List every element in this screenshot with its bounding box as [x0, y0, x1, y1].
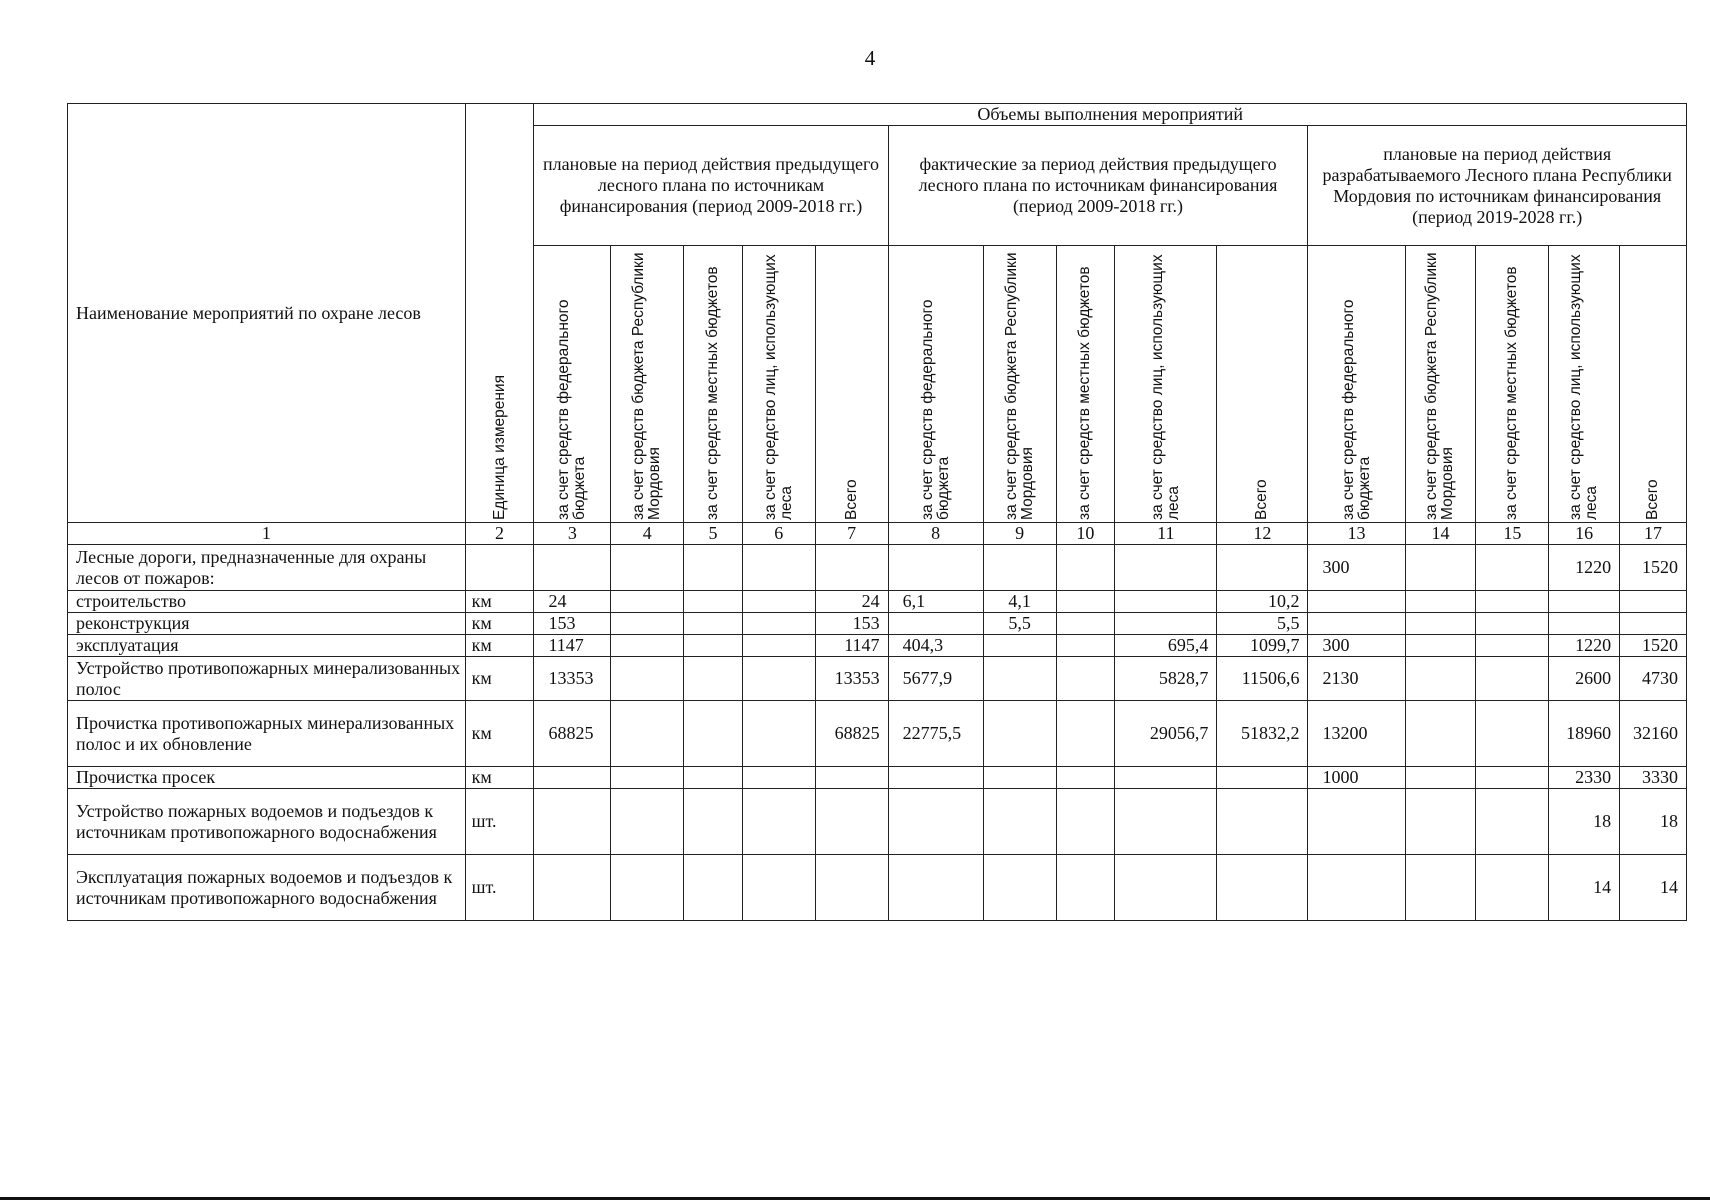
row-value-col-9 [983, 767, 1056, 789]
row-value-col-14 [1405, 635, 1476, 657]
row-activity-name: Устройство пожарных водоемов и подъездов к источникам противопожарного водоснабжения [68, 789, 466, 855]
column-number: 1 [68, 523, 466, 545]
row-value-col-13: 2130 [1308, 657, 1405, 701]
row-value-col-5 [684, 635, 743, 657]
row-value-col-7: 153 [815, 613, 888, 635]
row-value-col-7: 13353 [815, 657, 888, 701]
row-value-col-5 [684, 855, 743, 921]
row-value-col-4 [611, 657, 684, 701]
row-value-col-16: 14 [1549, 855, 1620, 921]
subheader-federal: за счет средств федерального бюджета [534, 246, 611, 523]
row-unit: км [465, 657, 534, 701]
row-unit: км [465, 701, 534, 767]
row-value-col-9: 5,5 [983, 613, 1056, 635]
subheader-republic: за счет средств бюджета Республики Мордовия [611, 246, 684, 523]
row-value-col-10 [1056, 591, 1115, 613]
row-value-col-11 [1115, 855, 1217, 921]
row-value-col-7 [815, 545, 888, 591]
row-value-col-16: 1220 [1549, 545, 1620, 591]
row-value-col-17 [1620, 591, 1687, 613]
column-number: 10 [1056, 523, 1115, 545]
row-value-col-17: 32160 [1620, 701, 1687, 767]
row-value-col-7 [815, 767, 888, 789]
column-number: 5 [684, 523, 743, 545]
row-value-col-6 [742, 613, 815, 635]
row-value-col-13: 300 [1308, 635, 1405, 657]
row-value-col-8: 404,3 [888, 635, 983, 657]
row-value-col-4 [611, 635, 684, 657]
header-group-actual-prev: фактические за период действия предыдущего лесного плана по источникам финансирования (период 2009-2018 гг.) [888, 126, 1308, 246]
row-value-col-4 [611, 855, 684, 921]
row-value-col-3: 68825 [534, 701, 611, 767]
row-value-col-10 [1056, 701, 1115, 767]
row-value-col-9 [983, 701, 1056, 767]
column-number: 8 [888, 523, 983, 545]
row-value-col-16: 18960 [1549, 701, 1620, 767]
row-value-col-10 [1056, 767, 1115, 789]
row-value-col-14 [1405, 767, 1476, 789]
column-number: 14 [1405, 523, 1476, 545]
subheader-local: за счет средств местных бюджетов [1056, 246, 1115, 523]
subheader-local: за счет средств местных бюджетов [684, 246, 743, 523]
header-volumes: Объемы выполнения мероприятий [534, 104, 1687, 126]
column-number: 2 [465, 523, 534, 545]
row-value-col-12: 51832,2 [1217, 701, 1308, 767]
row-value-col-8: 6,1 [888, 591, 983, 613]
row-value-col-14 [1405, 545, 1476, 591]
row-value-col-17: 14 [1620, 855, 1687, 921]
row-value-col-9 [983, 789, 1056, 855]
row-value-col-12: 1099,7 [1217, 635, 1308, 657]
header-name: Наименование мероприятий по охране лесов [68, 104, 466, 523]
row-value-col-17: 3330 [1620, 767, 1687, 789]
row-value-col-4 [611, 545, 684, 591]
row-value-col-12 [1217, 545, 1308, 591]
row-value-col-4 [611, 789, 684, 855]
subheader-federal: за счет средств федерального бюджета [1308, 246, 1405, 523]
row-value-col-11: 695,4 [1115, 635, 1217, 657]
row-value-col-8: 5677,9 [888, 657, 983, 701]
column-numbers-row [68, 523, 1687, 545]
row-value-col-10 [1056, 545, 1115, 591]
row-value-col-17: 1520 [1620, 635, 1687, 657]
row-value-col-15 [1476, 545, 1549, 591]
row-value-col-11 [1115, 789, 1217, 855]
row-value-col-11 [1115, 591, 1217, 613]
row-value-col-15 [1476, 613, 1549, 635]
row-value-col-5 [684, 789, 743, 855]
column-number: 13 [1308, 523, 1405, 545]
row-value-col-13 [1308, 789, 1405, 855]
row-value-col-8 [888, 855, 983, 921]
row-value-col-12 [1217, 789, 1308, 855]
row-value-col-8 [888, 545, 983, 591]
row-value-col-10 [1056, 855, 1115, 921]
row-value-col-3 [534, 789, 611, 855]
row-value-col-7: 24 [815, 591, 888, 613]
row-value-col-6 [742, 591, 815, 613]
column-number: 9 [983, 523, 1056, 545]
row-value-col-12 [1217, 855, 1308, 921]
row-value-col-14 [1405, 855, 1476, 921]
subheader-total: Всего [815, 246, 888, 523]
row-value-col-9: 4,1 [983, 591, 1056, 613]
row-value-col-9 [983, 545, 1056, 591]
row-value-col-16: 2600 [1549, 657, 1620, 701]
table-row [68, 855, 1687, 921]
row-value-col-14 [1405, 657, 1476, 701]
row-value-col-3 [534, 855, 611, 921]
row-value-col-4 [611, 591, 684, 613]
row-value-col-6 [742, 767, 815, 789]
table-row [68, 789, 1687, 855]
row-value-col-15 [1476, 855, 1549, 921]
row-value-col-15 [1476, 701, 1549, 767]
column-number: 6 [742, 523, 815, 545]
row-value-col-5 [684, 613, 743, 635]
row-value-col-4 [611, 767, 684, 789]
row-value-col-3: 13353 [534, 657, 611, 701]
row-value-col-13: 300 [1308, 545, 1405, 591]
row-activity-name: Прочистка просек [68, 767, 466, 789]
table-row [68, 701, 1687, 767]
row-value-col-5 [684, 657, 743, 701]
row-value-col-13 [1308, 855, 1405, 921]
row-value-col-16 [1549, 613, 1620, 635]
row-value-col-5 [684, 591, 743, 613]
row-value-col-3: 1147 [534, 635, 611, 657]
column-number: 17 [1620, 523, 1687, 545]
row-value-col-5 [684, 767, 743, 789]
row-value-col-9 [983, 855, 1056, 921]
row-value-col-17: 4730 [1620, 657, 1687, 701]
row-value-col-10 [1056, 657, 1115, 701]
row-value-col-11 [1115, 613, 1217, 635]
row-value-col-5 [684, 545, 743, 591]
table-row [68, 657, 1687, 701]
row-unit [465, 545, 534, 591]
row-value-col-12: 10,2 [1217, 591, 1308, 613]
row-value-col-14 [1405, 591, 1476, 613]
row-value-col-7: 1147 [815, 635, 888, 657]
table-row [68, 591, 1687, 613]
row-value-col-12: 5,5 [1217, 613, 1308, 635]
row-value-col-10 [1056, 613, 1115, 635]
page-number: 4 [864, 46, 876, 70]
row-value-col-8: 22775,5 [888, 701, 983, 767]
row-value-col-3 [534, 545, 611, 591]
row-value-col-15 [1476, 789, 1549, 855]
row-value-col-8 [888, 767, 983, 789]
row-value-col-12 [1217, 767, 1308, 789]
row-unit: шт. [465, 789, 534, 855]
row-unit: км [465, 767, 534, 789]
row-value-col-11 [1115, 767, 1217, 789]
subheader-republic: за счет средств бюджета Республики Мордовия [983, 246, 1056, 523]
row-value-col-6 [742, 545, 815, 591]
row-value-col-11: 29056,7 [1115, 701, 1217, 767]
subheader-total: Всего [1217, 246, 1308, 523]
row-value-col-9 [983, 635, 1056, 657]
row-value-col-9 [983, 657, 1056, 701]
row-value-col-4 [611, 701, 684, 767]
row-value-col-8 [888, 789, 983, 855]
subheader-persons: за счет средство лиц, использующих леса [1549, 246, 1620, 523]
row-unit: км [465, 635, 534, 657]
row-value-col-14 [1405, 613, 1476, 635]
row-value-col-16: 1220 [1549, 635, 1620, 657]
row-value-col-17: 1520 [1620, 545, 1687, 591]
subheader-persons: за счет средство лиц, использующих леса [1115, 246, 1217, 523]
table-row [68, 767, 1687, 789]
column-number: 11 [1115, 523, 1217, 545]
row-unit: км [465, 613, 534, 635]
row-value-col-11: 5828,7 [1115, 657, 1217, 701]
row-activity-name: Устройство противопожарных минерализованных полос [68, 657, 466, 701]
column-number: 7 [815, 523, 888, 545]
subheader-republic: за счет средств бюджета Республики Мордовия [1405, 246, 1476, 523]
table-row [68, 613, 1687, 635]
row-value-col-3: 153 [534, 613, 611, 635]
column-number: 3 [534, 523, 611, 545]
forest-protection-table [67, 103, 1687, 921]
row-value-col-15 [1476, 767, 1549, 789]
row-activity-name: эксплуатация [68, 635, 466, 657]
row-activity-name: Прочистка противопожарных минерализованных полос и их обновление [68, 701, 466, 767]
row-value-col-16: 2330 [1549, 767, 1620, 789]
row-value-col-15 [1476, 635, 1549, 657]
row-value-col-6 [742, 855, 815, 921]
column-number: 15 [1476, 523, 1549, 545]
table-row [68, 545, 1687, 591]
row-value-col-3 [534, 767, 611, 789]
header-unit: Единица измерения [465, 104, 534, 523]
row-activity-name: Лесные дороги, предназначенные для охраны лесов от пожаров: [68, 545, 466, 591]
row-value-col-13 [1308, 591, 1405, 613]
header-group-planned-prev: плановые на период действия предыдущего лесного плана по источникам финансирования (период 2009-2018 гг.) [534, 126, 888, 246]
row-value-col-7 [815, 789, 888, 855]
row-value-col-5 [684, 701, 743, 767]
column-number: 4 [611, 523, 684, 545]
row-value-col-11 [1115, 545, 1217, 591]
subheader-local: за счет средств местных бюджетов [1476, 246, 1549, 523]
row-value-col-12: 11506,6 [1217, 657, 1308, 701]
row-value-col-13: 1000 [1308, 767, 1405, 789]
row-value-col-8 [888, 613, 983, 635]
column-number: 16 [1549, 523, 1620, 545]
row-value-col-10 [1056, 789, 1115, 855]
row-value-col-15 [1476, 657, 1549, 701]
row-value-col-7 [815, 855, 888, 921]
row-value-col-6 [742, 635, 815, 657]
row-value-col-6 [742, 701, 815, 767]
row-activity-name: строительство [68, 591, 466, 613]
subheader-total: Всего [1620, 246, 1687, 523]
row-value-col-17 [1620, 613, 1687, 635]
table-row [68, 635, 1687, 657]
row-value-col-16 [1549, 591, 1620, 613]
row-value-col-13: 13200 [1308, 701, 1405, 767]
row-value-col-13 [1308, 613, 1405, 635]
subheader-federal: за счет средств федерального бюджета [888, 246, 983, 523]
row-value-col-14 [1405, 789, 1476, 855]
row-value-col-6 [742, 657, 815, 701]
row-value-col-7: 68825 [815, 701, 888, 767]
row-activity-name: реконструкция [68, 613, 466, 635]
row-value-col-14 [1405, 701, 1476, 767]
header-group-planned-new: плановые на период действия разрабатываемого Лесного плана Республики Мордовия по источникам финансирования (период 2019-2028 гг.) [1308, 126, 1687, 246]
row-value-col-10 [1056, 635, 1115, 657]
row-value-col-16: 18 [1549, 789, 1620, 855]
row-unit: шт. [465, 855, 534, 921]
subheader-persons: за счет средство лиц, использующих леса [742, 246, 815, 523]
row-value-col-3: 24 [534, 591, 611, 613]
row-value-col-15 [1476, 591, 1549, 613]
row-value-col-6 [742, 789, 815, 855]
row-value-col-4 [611, 613, 684, 635]
column-number: 12 [1217, 523, 1308, 545]
row-value-col-17: 18 [1620, 789, 1687, 855]
row-activity-name: Эксплуатация пожарных водоемов и подъездов к источникам противопожарного водоснабжения [68, 855, 466, 921]
row-unit: км [465, 591, 534, 613]
